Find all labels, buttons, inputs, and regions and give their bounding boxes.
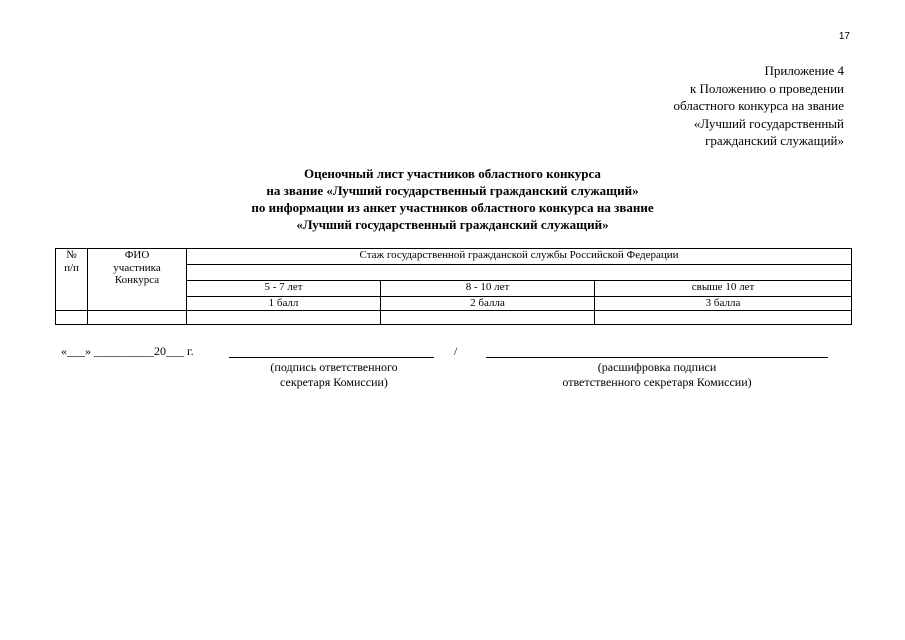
score-cell: 1 балл bbox=[187, 297, 381, 311]
page-number: 17 bbox=[838, 31, 850, 42]
score-cell: 3 балла bbox=[595, 297, 852, 311]
caption-line: (подпись ответственного bbox=[270, 360, 398, 374]
header-text: № bbox=[66, 249, 77, 261]
title-line: по информации из анкет участников областного конкурса на звание bbox=[251, 200, 654, 215]
empty-cell bbox=[187, 265, 852, 281]
experience-header-cell: Стаж государственной гражданской службы Российской Федерации bbox=[187, 249, 852, 265]
signature-date: «___» __________20___ г. bbox=[61, 344, 194, 358]
range-cell: 5 - 7 лет bbox=[187, 281, 381, 297]
evaluation-table bbox=[55, 248, 852, 325]
range-cell: свыше 10 лет bbox=[595, 281, 852, 297]
caption-line: секретаря Комиссии) bbox=[280, 374, 388, 389]
title-line: Оценочный лист участников областного конкурса bbox=[304, 166, 601, 181]
appendix-line: Приложение 4 bbox=[764, 63, 844, 78]
column-header-participant-name bbox=[88, 249, 187, 311]
appendix-line: областного конкурса на звание bbox=[673, 98, 844, 113]
signature-decoding-line bbox=[486, 357, 828, 358]
empty-cell bbox=[88, 310, 187, 324]
signature-decoding-caption bbox=[527, 360, 787, 389]
range-cell: 8 - 10 лет bbox=[381, 281, 595, 297]
empty-cell bbox=[187, 310, 381, 324]
signature-line bbox=[229, 357, 434, 358]
appendix-line: «Лучший государственный bbox=[693, 115, 844, 131]
signature-caption bbox=[229, 360, 439, 389]
header-text: участника bbox=[113, 261, 161, 274]
caption-line: ответственного секретаря Комиссии) bbox=[562, 374, 752, 389]
empty-cell bbox=[595, 310, 852, 324]
document-title bbox=[0, 165, 905, 233]
signature-separator: / bbox=[454, 344, 458, 358]
title-line: «Лучший государственный гражданский служащий» bbox=[296, 217, 609, 232]
appendix-line: гражданский служащий» bbox=[705, 133, 844, 148]
appendix-reference bbox=[584, 62, 844, 150]
column-header-number bbox=[56, 249, 88, 311]
caption-line: (расшифровка подписи bbox=[597, 360, 717, 374]
empty-cell bbox=[381, 310, 595, 324]
score-cell: 2 балла bbox=[381, 297, 595, 311]
appendix-line: к Положению о проведении bbox=[689, 80, 844, 96]
header-text: Конкурса bbox=[114, 274, 160, 286]
header-text: ФИО bbox=[124, 249, 150, 261]
header-text: п/п bbox=[64, 261, 79, 274]
title-line: на звание «Лучший государственный гражданский служащий» bbox=[266, 183, 639, 198]
empty-cell bbox=[56, 310, 88, 324]
